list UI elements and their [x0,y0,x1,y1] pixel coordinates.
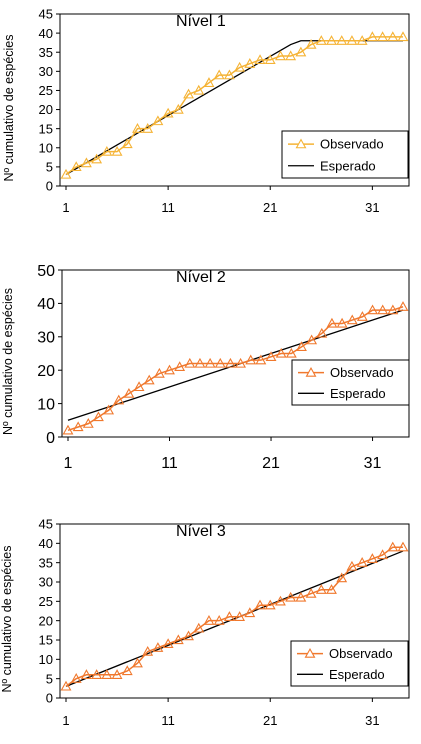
y-tick-label: 30 [38,64,53,80]
x-tick-label: 11 [161,200,175,215]
chart-3 [0,517,409,728]
chart-1 [2,7,409,215]
x-tick-label: 31 [365,200,380,215]
y-tick-label: 50 [37,262,55,280]
data-point-observado [399,302,408,310]
y-tick-label: 20 [38,613,53,629]
legend [291,641,408,686]
x-tick-label: 1 [63,455,73,472]
y-tick-label: 15 [38,632,53,648]
y-tick-label: 0 [46,429,55,447]
x-tick-label: 21 [263,713,278,728]
y-tick-label: 35 [38,44,53,60]
chart-title: Nível 1 [176,13,226,30]
legend-label-esperado: Esperado [329,666,385,682]
y-tick-label: 40 [38,25,53,41]
y-tick-label: 10 [37,396,55,414]
y-tick-label: 45 [38,516,53,532]
y-tick-label: 30 [38,574,53,590]
x-tick-label: 1 [62,713,70,728]
y-axis-label: Nº cumulativo de espécies [0,545,14,693]
x-tick-label: 11 [161,455,178,472]
legend-label-esperado: Esperado [330,385,386,401]
legend-label-observado: Observado [330,365,394,381]
y-axis-label: Nº cumulativo de espécies [1,288,15,435]
legend-label-esperado: Esperado [320,158,376,174]
y-tick-label: 40 [38,536,53,552]
x-tick-label: 11 [161,713,175,728]
legend-label-observado: Observado [320,136,384,152]
y-tick-label: 10 [38,652,53,668]
legend [292,360,409,405]
y-tick-label: 0 [45,690,53,706]
y-tick-label: 5 [45,159,53,175]
x-tick-label: 31 [363,455,382,472]
y-tick-label: 40 [37,296,55,314]
y-tick-label: 10 [38,140,53,156]
y-tick-label: 35 [38,555,53,571]
chart-title: Nível 2 [176,269,226,286]
y-tick-label: 25 [38,594,53,610]
legend [282,131,408,178]
y-tick-label: 25 [38,83,53,99]
y-tick-label: 30 [37,329,55,347]
x-tick-label: 31 [365,713,380,728]
chart-title: Nível 3 [176,523,226,540]
y-tick-label: 0 [45,178,53,194]
y-tick-label: 5 [45,671,53,687]
x-tick-label: 21 [262,455,280,472]
y-axis-label: Nº cumulativo de espécies [2,34,16,182]
plot-frame [62,270,409,437]
y-tick-label: 20 [38,102,53,118]
legend-label-observado: Observado [329,646,393,662]
y-tick-label: 15 [38,121,53,137]
x-tick-label: 21 [263,200,278,215]
y-tick-label: 20 [37,362,55,380]
chart-2 [1,263,409,472]
x-tick-label: 1 [62,200,70,215]
y-tick-label: 45 [38,6,53,22]
